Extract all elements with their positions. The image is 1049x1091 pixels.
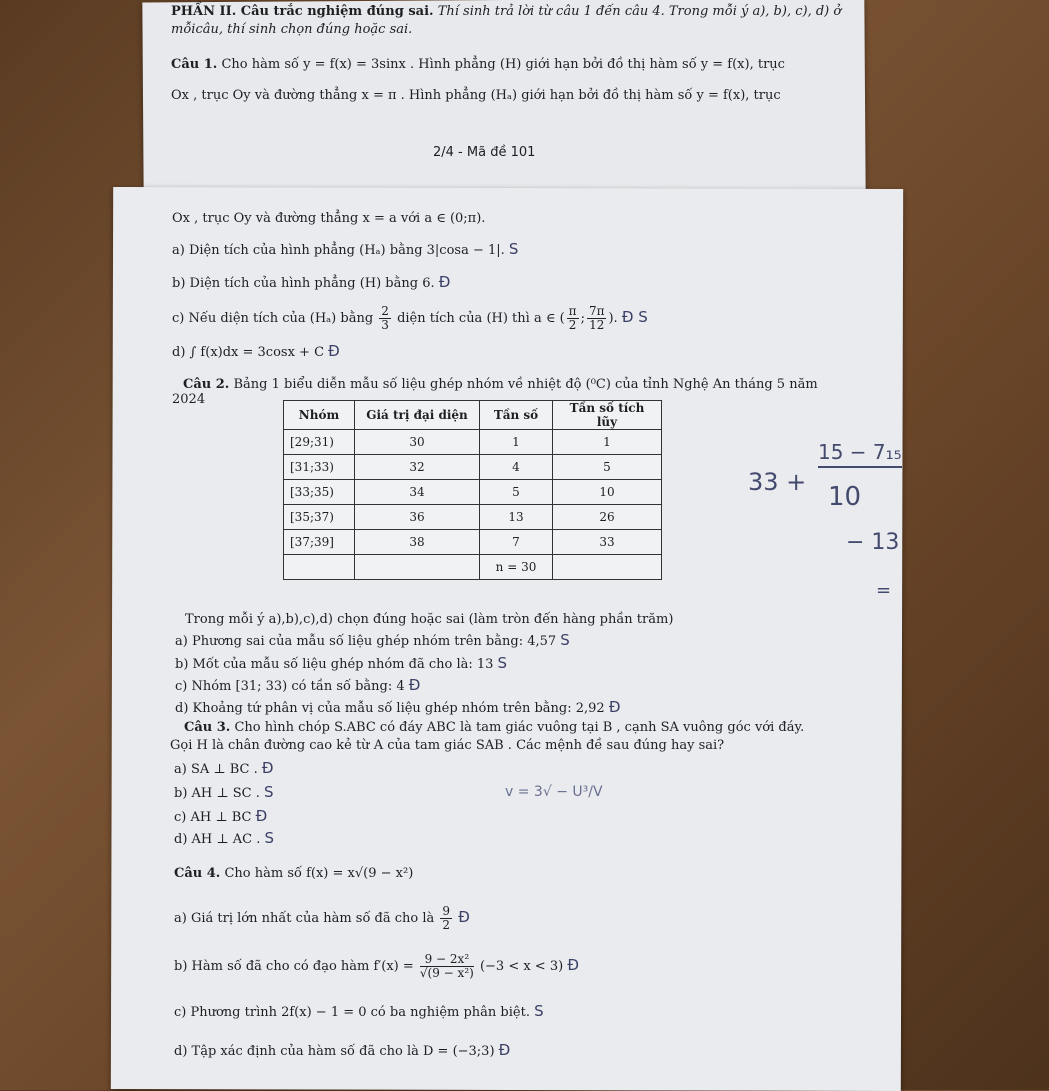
table-cell: 36	[355, 505, 480, 530]
q1-c-int1-num: π	[568, 304, 577, 318]
q1-text-1: Cho hàm số y = f(x) = 3sinx . Hình phẳng (H) giới hạn bởi đồ thị hàm số y = f(x), trục	[221, 57, 785, 72]
q2-d	[175, 699, 620, 717]
table-total: n = 30	[480, 555, 553, 580]
table-total-row	[284, 555, 662, 580]
table-cell: 33	[553, 530, 662, 555]
q4-b-domain: (−3 < x < 3)	[479, 959, 564, 974]
margin-note-6: v = 3√ − U³/V	[505, 784, 603, 800]
q2-b-answer: S	[497, 654, 508, 672]
q2-a-answer: S	[560, 631, 570, 649]
q4-a-answer: Đ	[458, 908, 470, 926]
q1-d	[172, 343, 340, 361]
q4-b-frac-den: √(9 − x²)	[419, 966, 474, 980]
q4-a	[174, 902, 470, 934]
page-footer: 2/4 - Mã đề 101	[433, 145, 536, 160]
q1-d-text: d) ∫ f(x)dx = 3cosx + C	[172, 345, 325, 360]
q4-d-answer: Đ	[498, 1041, 511, 1059]
table-cell: [33;35)	[284, 480, 355, 505]
q1-c-int2-den: 12	[589, 318, 605, 332]
margin-note-2: 15 − 7₁₅	[818, 440, 902, 468]
q3-d	[174, 830, 274, 848]
table-cell: 1	[480, 430, 553, 455]
table-cell: 5	[480, 480, 553, 505]
q3-c-text: c) AH ⊥ BC	[174, 810, 252, 825]
q3-b	[174, 784, 274, 802]
q1-line3: Ox , trục Oy và đường thẳng x = a với a ∈ (0;π).	[172, 211, 486, 226]
table-row	[284, 530, 662, 555]
table-row	[284, 505, 662, 530]
q1-a	[172, 241, 518, 259]
table-cell: 1	[553, 430, 662, 455]
q3-b-text: b) AH ⊥ SC .	[174, 786, 260, 801]
q2-b	[175, 655, 507, 673]
q1-c-interval-high	[587, 305, 607, 332]
table-cell: 38	[355, 530, 480, 555]
q2-c-answer: Đ	[408, 676, 421, 694]
table-header: Nhóm	[284, 401, 355, 430]
q3-line2: Gọi H là chân đường cao kẻ từ A của tam giác SAB . Các mệnh đề sau đúng hay sai?	[170, 738, 725, 753]
q1-c-frac-num: 2	[381, 304, 389, 318]
q1-d-answer: Đ	[328, 342, 340, 360]
q4-label: Câu 4.	[174, 866, 221, 881]
q4-d-text: d) Tập xác định của hàm số đã cho là D = (−3;3)	[174, 1044, 495, 1059]
q4-a-fraction	[440, 905, 452, 932]
q4-b-fraction	[420, 953, 474, 980]
table-header: Tần số tích lũy	[553, 401, 662, 430]
part-instruction-2: mỗicâu, thí sinh chọn đúng hoặc sai.	[171, 22, 413, 37]
q2-text-1: Bảng 1 biểu diễn mẫu số liệu ghép nhóm về nhiệt độ (⁰C) của tỉnh Nghệ An tháng 5 năm	[233, 377, 818, 392]
table-cell: 32	[355, 455, 480, 480]
q2-b-text: b) Mốt của mẫu số liệu ghép nhóm đã cho là: 13	[175, 657, 494, 672]
q1-b-answer: Đ	[438, 273, 451, 291]
q3-b-answer: S	[264, 783, 274, 801]
q2-d-text: d) Khoảng tứ phân vị của mẫu số liệu ghép nhóm trên bằng: 2,92	[175, 701, 605, 716]
table-cell: [37;39]	[284, 530, 355, 555]
table-cell: [29;31)	[284, 430, 355, 455]
table-header-row	[284, 401, 662, 430]
table-cell: 30	[355, 430, 480, 455]
q3-a-answer: Đ	[261, 759, 274, 777]
part-header	[171, 4, 841, 20]
table-cell: 34	[355, 480, 480, 505]
q4-line1	[174, 866, 413, 882]
q4-a-frac-num: 9	[442, 904, 451, 918]
q2-c-text: c) Nhóm [31; 33) có tần số bằng: 4	[175, 679, 405, 694]
table-row	[284, 455, 662, 480]
q4-a-frac-den: 2	[442, 918, 451, 932]
table-cell: 4	[480, 455, 553, 480]
part-title: PHẦN II. Câu trắc nghiệm đúng sai.	[171, 4, 434, 19]
table-cell: 7	[480, 530, 553, 555]
q1-c-interval-low	[567, 305, 579, 332]
q3-d-text: d) AH ⊥ AC .	[174, 832, 261, 847]
q1-c: c) Nếu diện tích của (Hₐ) bằng $\frac{2}{3}$ diện tích của (H) thì a ∈ ( $\frac{\pi}{2}$ ; $\frac{7\pi}{12}$ ). Đ S	[172, 304, 648, 332]
q3-label: Câu 3.	[184, 720, 231, 735]
q3-d-answer: S	[264, 829, 275, 847]
q2-instruction: Trong mỗi ý a),b),c),d) chọn đúng hoặc sai (làm tròn đến hàng phần trăm)	[185, 612, 674, 627]
table-cell: [35;37)	[284, 505, 355, 530]
q1-a-answer: S	[508, 240, 519, 258]
q2-a-text: a) Phương sai của mẫu số liệu ghép nhóm trên bằng: 4,57	[175, 634, 557, 649]
q1-line2: Ox , trục Oy và đường thẳng x = π . Hình phẳng (Hₐ) giới hạn bởi đồ thị hàm số y = f(x), trục	[171, 88, 781, 103]
q1-c-fraction	[379, 305, 391, 332]
q3-text-1: Cho hình chóp S.ABC có đáy ABC là tam giác vuông tại B , cạnh SA vuông góc với đáy.	[234, 720, 805, 735]
q1-a-text: a) Diện tích của hình phẳng (Hₐ) bằng 3|cosa − 1|.	[172, 243, 505, 258]
margin-note-1: 33 +	[748, 468, 807, 496]
q1-c-text-post: diện tích của (H) thì a ∈	[397, 311, 556, 326]
q3-c-answer: Đ	[255, 807, 268, 825]
q4-c-answer: S	[534, 1002, 544, 1020]
q1-c-int1-den: 2	[568, 318, 577, 332]
q1-b-text: b) Diện tích của hình phẳng (H) bằng 6.	[172, 276, 435, 291]
q4-b	[174, 949, 579, 983]
q4-b-answer: Đ	[567, 956, 579, 974]
q1-c-text-pre: c) Nếu diện tích của (Hₐ) bằng	[172, 311, 374, 326]
table-header: Giá trị đại diện	[355, 401, 480, 430]
margin-note-3: 10	[828, 482, 862, 512]
table-row	[284, 480, 662, 505]
margin-note-4: − 13	[846, 530, 900, 555]
q3-c	[174, 808, 267, 826]
table-cell	[553, 555, 662, 580]
q2-label: Câu 2.	[183, 377, 230, 392]
q4-c	[174, 1003, 544, 1021]
table-cell: 5	[553, 455, 662, 480]
table-cell	[355, 555, 480, 580]
q1-c-int2-num: 7π	[588, 304, 605, 318]
frequency-table	[283, 400, 662, 580]
q3-line1	[184, 720, 804, 736]
q2-line2: 2024	[172, 392, 206, 407]
q4-text-1: Cho hàm số f(x) = x√(9 − x²)	[224, 866, 414, 881]
q2-a	[175, 632, 570, 650]
q4-d	[174, 1042, 510, 1060]
q4-c-text: c) Phương trình 2f(x) − 1 = 0 có ba nghiệm phân biệt.	[174, 1005, 530, 1020]
q1-c-frac-den: 3	[381, 318, 389, 332]
margin-note-5: =	[876, 580, 892, 601]
q2-c	[175, 677, 420, 695]
table-cell: [31;33)	[284, 455, 355, 480]
q3-a	[174, 760, 274, 778]
table-cell	[284, 555, 355, 580]
table-cell: 10	[553, 480, 662, 505]
q4-b-frac-num: 9 − 2x²	[420, 953, 474, 967]
q1-c-answer: Đ S	[621, 308, 648, 326]
table-header: Tần số	[480, 401, 553, 430]
q2-d-answer: Đ	[608, 698, 621, 716]
q1-line1	[171, 57, 785, 73]
q4-b-text: b) Hàm số đã cho có đạo hàm f′(x) =	[174, 959, 414, 974]
q3-a-text: a) SA ⊥ BC .	[174, 762, 258, 777]
q1-label: Câu 1.	[171, 57, 218, 72]
q2-line1	[183, 377, 818, 393]
table-row	[284, 430, 662, 455]
q4-a-text: a) Giá trị lớn nhất của hàm số đã cho là	[174, 911, 435, 926]
q1-b	[172, 274, 450, 292]
part-instruction: Thí sinh trả lời từ câu 1 đến câu 4. Trong mỗi ý a), b), c), d) ở	[437, 4, 842, 19]
table-cell: 13	[480, 505, 553, 530]
table-cell: 26	[553, 505, 662, 530]
